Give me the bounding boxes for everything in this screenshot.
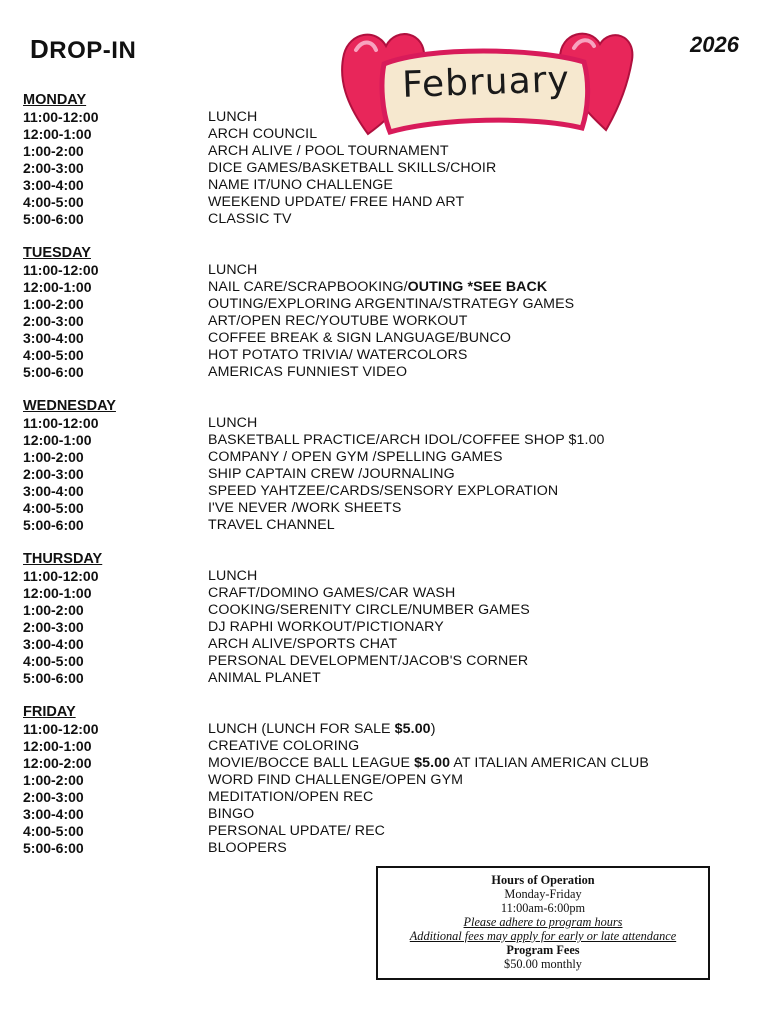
- schedule-row: [23, 160, 723, 177]
- activity: BINGO: [208, 806, 255, 822]
- day-name: WEDNESDAY: [23, 398, 116, 414]
- activity-with-bold: [208, 755, 649, 772]
- time-slot: 11:00-12:00: [23, 568, 99, 584]
- activity: TRAVEL CHANNEL: [208, 517, 335, 533]
- hours-note-fees: Additional fees may apply for early or late attendance: [409, 929, 677, 943]
- time-slot: 4:00-5:00: [23, 347, 84, 363]
- activity: SPEED YAHTZEE/CARDS/SENSORY EXPLORATION: [208, 483, 559, 499]
- time-slot: 3:00-4:00: [23, 806, 84, 822]
- time-slot: 11:00-12:00: [23, 109, 99, 125]
- schedule-row: [23, 211, 723, 228]
- schedule-row: [23, 738, 723, 755]
- activity: PERSONAL DEVELOPMENT/JACOB'S CORNER: [208, 653, 529, 669]
- schedule-row: [23, 619, 723, 636]
- time-slot: 3:00-4:00: [23, 483, 84, 499]
- activity-bold-text: $5.00: [394, 721, 431, 737]
- schedule-row: [23, 568, 723, 585]
- activity: OUTING/EXPLORING ARGENTINA/STRATEGY GAMES: [208, 296, 575, 312]
- activity-text-after: ): [430, 721, 436, 737]
- activity: COFFEE BREAK & SIGN LANGUAGE/BUNCO: [208, 330, 511, 346]
- activity: BASKETBALL PRACTICE/ARCH IDOL/COFFEE SHOP $1.00: [208, 432, 605, 448]
- time-slot: 5:00-6:00: [23, 364, 84, 380]
- time-slot: 1:00-2:00: [23, 143, 84, 159]
- activity: COMPANY / OPEN GYM /SPELLING GAMES: [208, 449, 503, 465]
- schedule-row: [23, 602, 723, 619]
- activity: CREATIVE COLORING: [208, 738, 360, 754]
- day-name: TUESDAY: [23, 245, 91, 261]
- time-slot: 2:00-3:00: [23, 466, 84, 482]
- time-slot: 3:00-4:00: [23, 177, 84, 193]
- time-slot: 1:00-2:00: [23, 772, 84, 788]
- hours-times: 11:00am-6:00pm: [500, 901, 586, 915]
- time-slot: 11:00-12:00: [23, 415, 99, 431]
- time-slot: 12:00-1:00: [23, 432, 92, 448]
- schedule-row: [23, 415, 723, 432]
- activity-with-bold: [208, 279, 547, 296]
- schedule-row: [23, 806, 723, 823]
- schedule-row: [23, 296, 723, 313]
- schedule-row: [23, 483, 723, 500]
- activity: SHIP CAPTAIN CREW /JOURNALING: [208, 466, 455, 482]
- day-section-tuesday: [23, 245, 723, 381]
- schedule-row: [23, 279, 723, 296]
- hours-days: Monday-Friday: [504, 887, 582, 901]
- day-section-wednesday: [23, 398, 723, 534]
- activity: HOT POTATO TRIVIA/ WATERCOLORS: [208, 347, 468, 363]
- activity: NAME IT/UNO CHALLENGE: [208, 177, 393, 193]
- program-fees-value: $50.00 monthly: [504, 957, 582, 971]
- schedule-row: [23, 449, 723, 466]
- page-title: [30, 34, 136, 65]
- schedule-row: [23, 466, 723, 483]
- banner-month: February: [401, 59, 571, 106]
- time-slot: 12:00-2:00: [23, 755, 92, 771]
- day-section-monday: [23, 92, 723, 228]
- time-slot: 12:00-1:00: [23, 738, 92, 754]
- schedule-row: [23, 330, 723, 347]
- activity: DJ RAPHI WORKOUT/PICTIONARY: [208, 619, 444, 635]
- activity: ARCH COUNCIL: [208, 126, 318, 142]
- activity: WEEKEND UPDATE/ FREE HAND ART: [208, 194, 465, 210]
- time-slot: 5:00-6:00: [23, 517, 84, 533]
- time-slot: 11:00-12:00: [23, 721, 99, 737]
- activity: LUNCH: [208, 109, 258, 125]
- time-slot: 11:00-12:00: [23, 262, 99, 278]
- schedule-row: [23, 143, 723, 160]
- schedule-row: [23, 517, 723, 534]
- activity: LUNCH: [208, 415, 258, 431]
- activity: PERSONAL UPDATE/ REC: [208, 823, 386, 839]
- time-slot: 4:00-5:00: [23, 653, 84, 669]
- activity-text: LUNCH (LUNCH FOR SALE: [208, 721, 395, 737]
- schedule-row: [23, 670, 723, 687]
- activity: ARCH ALIVE / POOL TOURNAMENT: [208, 143, 449, 159]
- schedule-row: [23, 432, 723, 449]
- hours-of-operation-box: [376, 866, 710, 980]
- schedule-row: [23, 721, 723, 738]
- hours-note-adhere: Please adhere to program hours: [463, 915, 623, 929]
- schedule-row: [23, 177, 723, 194]
- activity: ARCH ALIVE/SPORTS CHAT: [208, 636, 398, 652]
- activity: BLOOPERS: [208, 840, 287, 856]
- activity: LUNCH: [208, 568, 258, 584]
- activity: MEDITATION/OPEN REC: [208, 789, 374, 805]
- activity: LUNCH: [208, 262, 258, 278]
- time-slot: 4:00-5:00: [23, 500, 84, 516]
- activity-bold-text: $5.00: [414, 755, 451, 771]
- time-slot: 4:00-5:00: [23, 194, 84, 210]
- time-slot: 1:00-2:00: [23, 449, 84, 465]
- time-slot: 12:00-1:00: [23, 585, 92, 601]
- schedule-row: [23, 347, 723, 364]
- time-slot: 2:00-3:00: [23, 619, 84, 635]
- time-slot: 12:00-1:00: [23, 279, 92, 295]
- activity-with-bold: [208, 721, 436, 738]
- activity: I'VE NEVER /WORK SHEETS: [208, 500, 402, 516]
- title-first-letter: D: [30, 34, 50, 64]
- time-slot: 2:00-3:00: [23, 313, 84, 329]
- time-slot: 12:00-1:00: [23, 126, 92, 142]
- schedule-row: [23, 653, 723, 670]
- time-slot: 5:00-6:00: [23, 211, 84, 227]
- time-slot: 2:00-3:00: [23, 789, 84, 805]
- schedule-row: [23, 262, 723, 279]
- activity: COOKING/SERENITY CIRCLE/NUMBER GAMES: [208, 602, 530, 618]
- day-name: FRIDAY: [23, 704, 76, 720]
- time-slot: 3:00-4:00: [23, 330, 84, 346]
- schedule-row: [23, 500, 723, 517]
- activity: ANIMAL PLANET: [208, 670, 321, 686]
- activity: DICE GAMES/BASKETBALL SKILLS/CHOIR: [208, 160, 497, 176]
- time-slot: 1:00-2:00: [23, 602, 84, 618]
- time-slot: 5:00-6:00: [23, 840, 84, 856]
- schedule-row: [23, 585, 723, 602]
- year-label: 2026: [690, 32, 739, 57]
- schedule-row: [23, 636, 723, 653]
- time-slot: 1:00-2:00: [23, 296, 84, 312]
- time-slot: 4:00-5:00: [23, 823, 84, 839]
- schedule-row: [23, 313, 723, 330]
- schedule-row: [23, 109, 723, 126]
- schedule-row: [23, 126, 723, 143]
- activity-text-after: AT ITALIAN AMERICAN CLUB: [450, 755, 649, 771]
- schedule-row: [23, 789, 723, 806]
- schedule-row: [23, 194, 723, 211]
- activity: ART/OPEN REC/YOUTUBE WORKOUT: [208, 313, 468, 329]
- time-slot: 3:00-4:00: [23, 636, 84, 652]
- time-slot: 2:00-3:00: [23, 160, 84, 176]
- day-name: MONDAY: [23, 92, 87, 108]
- title-rest: ROP-IN: [49, 37, 137, 64]
- hours-title: Hours of Operation: [491, 873, 595, 887]
- day-section-thursday: [23, 551, 723, 687]
- time-slot: 5:00-6:00: [23, 670, 84, 686]
- activity: CRAFT/DOMINO GAMES/CAR WASH: [208, 585, 456, 601]
- activity-bold-text: OUTING *SEE BACK: [407, 279, 548, 295]
- activity-text: NAIL CARE/SCRAPBOOKING/: [208, 279, 408, 295]
- program-fees-title: Program Fees: [506, 943, 580, 957]
- schedule-row: [23, 840, 723, 857]
- schedule-row: [23, 772, 723, 789]
- day-name: THURSDAY: [23, 551, 103, 567]
- activity: CLASSIC TV: [208, 211, 292, 227]
- schedule-row: [23, 755, 723, 772]
- activity: WORD FIND CHALLENGE/OPEN GYM: [208, 772, 464, 788]
- activity: AMERICAS FUNNIEST VIDEO: [208, 364, 408, 380]
- day-section-friday: [23, 704, 723, 857]
- schedule-row: [23, 364, 723, 381]
- activity-text: MOVIE/BOCCE BALL LEAGUE: [208, 755, 415, 771]
- schedule-row: [23, 823, 723, 840]
